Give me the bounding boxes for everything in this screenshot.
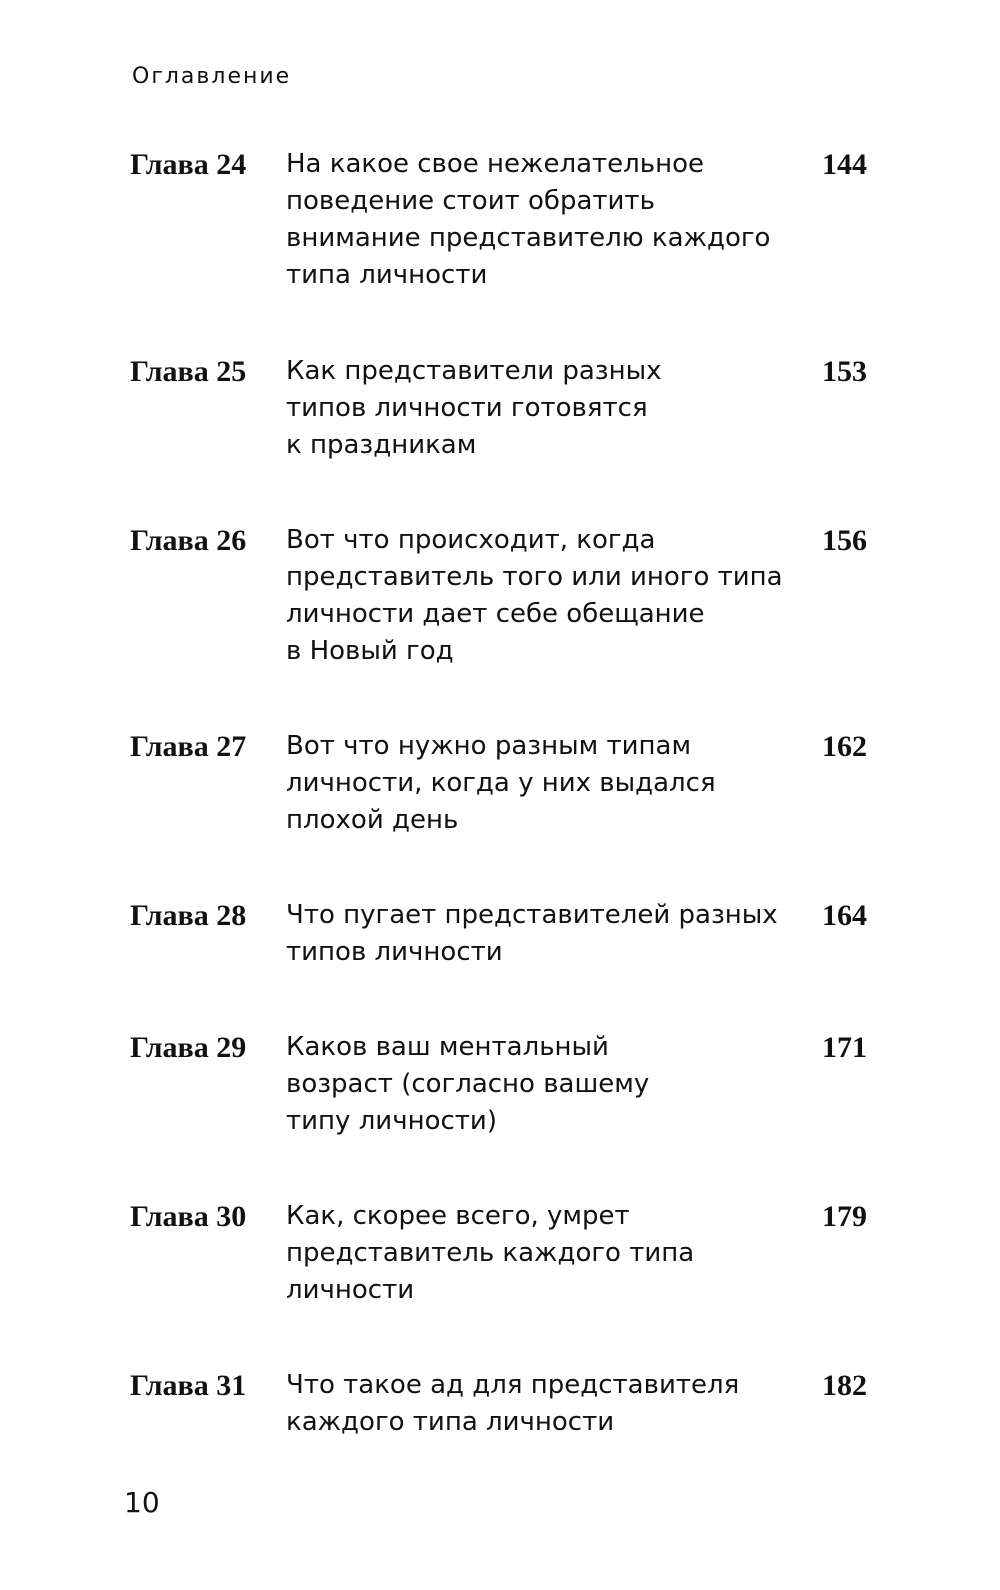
chapter-title-line: Как, скорее всего, умрет bbox=[286, 1201, 630, 1231]
page-number: 182 bbox=[822, 1369, 867, 1402]
chapter-title-line: поведение стоит обратить bbox=[286, 186, 655, 216]
page-number: 171 bbox=[822, 1031, 867, 1064]
chapter-title bbox=[286, 1198, 786, 1309]
chapter-label: Глава 26 bbox=[130, 524, 247, 557]
chapter-label: Глава 27 bbox=[130, 730, 247, 763]
chapter-title-line: каждого типа личности bbox=[286, 1407, 615, 1437]
chapter-title bbox=[286, 146, 786, 294]
chapter-title bbox=[286, 728, 786, 839]
page-number: 162 bbox=[822, 730, 867, 763]
chapter-label: Глава 24 bbox=[130, 148, 247, 181]
chapter-title-line: На какое свое нежелательное bbox=[286, 149, 704, 179]
chapter-title-line: плохой день bbox=[286, 805, 459, 835]
chapter-title-line: Как представители разных bbox=[286, 356, 662, 386]
chapter-title-line: к праздникам bbox=[286, 430, 477, 460]
chapter-title-line: личности bbox=[286, 1275, 415, 1305]
page-number: 164 bbox=[822, 899, 867, 932]
chapter-title bbox=[286, 1029, 786, 1140]
chapter-label: Глава 30 bbox=[130, 1200, 247, 1233]
chapter-title bbox=[286, 1367, 786, 1441]
chapter-label: Глава 28 bbox=[130, 899, 247, 932]
chapter-title-line: типов личности bbox=[286, 937, 503, 967]
chapter-title bbox=[286, 897, 786, 971]
chapter-label: Глава 25 bbox=[130, 355, 247, 388]
chapter-title-line: личности дает себе обещание bbox=[286, 599, 705, 629]
page-number: 153 bbox=[822, 355, 867, 388]
chapter-label: Глава 31 bbox=[130, 1369, 247, 1402]
chapter-title-line: внимание представителю каждого bbox=[286, 223, 771, 253]
page-number: 144 bbox=[822, 148, 867, 181]
chapter-title-line: личности, когда у них выдался bbox=[286, 768, 716, 798]
chapter-title-line: Вот что происходит, когда bbox=[286, 525, 656, 555]
chapter-title-line: представитель каждого типа bbox=[286, 1238, 695, 1268]
folio-page-number: 10 bbox=[124, 1486, 160, 1519]
page-number: 156 bbox=[822, 524, 867, 557]
chapter-title-line: в Новый год bbox=[286, 636, 454, 666]
chapter-title bbox=[286, 353, 786, 464]
chapter-title-line: типу личности) bbox=[286, 1106, 497, 1136]
chapter-label: Глава 29 bbox=[130, 1031, 247, 1064]
section-heading: Оглавление bbox=[132, 64, 292, 89]
chapter-title bbox=[286, 522, 786, 670]
chapter-title-line: типа личности bbox=[286, 260, 488, 290]
chapter-title-line: Каков ваш ментальный bbox=[286, 1032, 609, 1062]
chapter-title-line: Что такое ад для представителя bbox=[286, 1370, 740, 1400]
page-number: 179 bbox=[822, 1200, 867, 1233]
chapter-title-line: Что пугает представителей разных bbox=[286, 900, 778, 930]
chapter-title-line: типов личности готовятся bbox=[286, 393, 648, 423]
chapter-title-line: представитель того или иного типа bbox=[286, 562, 783, 592]
chapter-title-line: возраст (согласно вашему bbox=[286, 1069, 650, 1099]
chapter-title-line: Вот что нужно разным типам bbox=[286, 731, 692, 761]
